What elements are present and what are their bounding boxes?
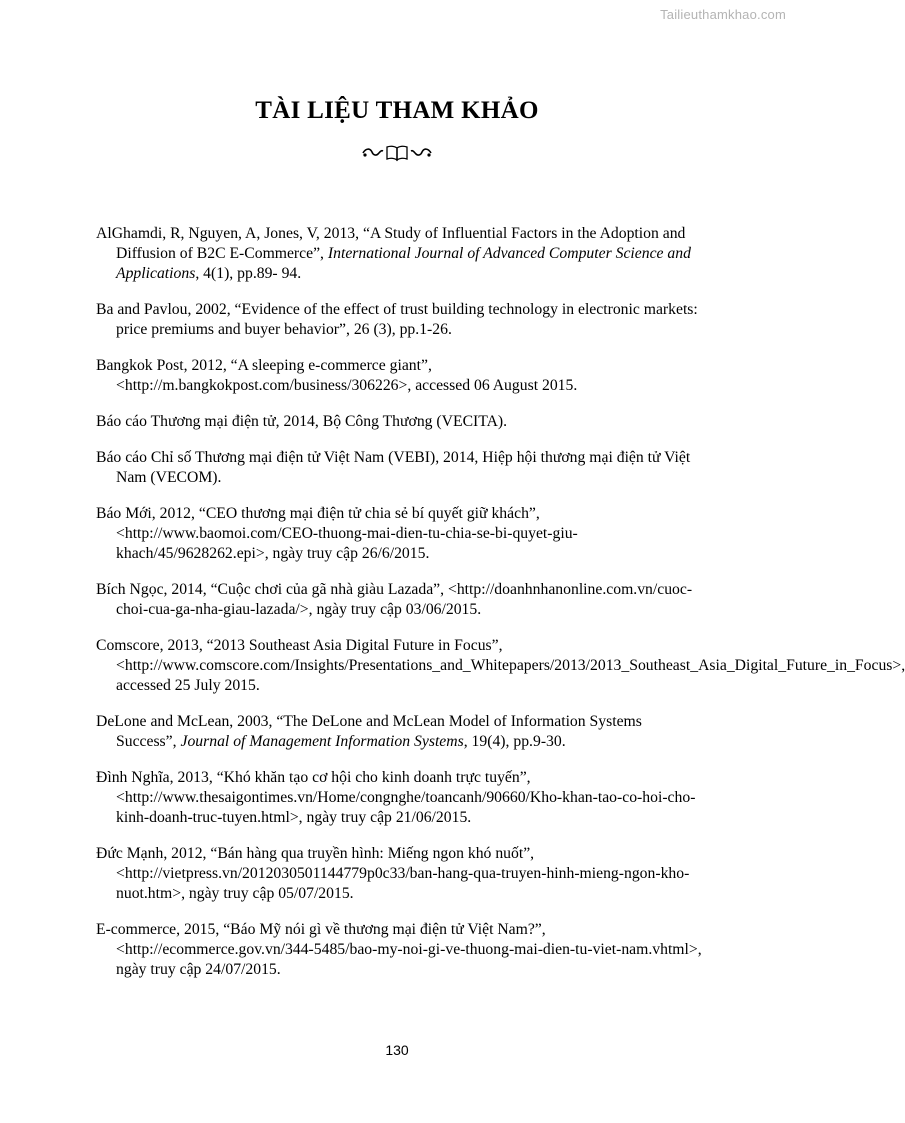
reference-item — [96, 412, 702, 432]
swash-left-icon — [362, 146, 384, 160]
reference-text: Đức Mạnh, 2012, “Bán hàng qua truyền hình: Miếng ngon khó nuốt”, <http://vietpress.vn/2012030501144779p0c33/ban-hang-qua-truyen-hinh-mieng-ngon-kho-nuot.htm>, ngày truy cập 05/07/2015. — [96, 845, 690, 902]
reference-item — [96, 768, 702, 828]
page-number: 130 — [385, 1042, 409, 1058]
reference-tail: , 19(4), pp.9-30. — [463, 733, 566, 750]
reference-text: AlGhamdi, R, Nguyen, A, Jones, V, 2013, “A Study of Influential Factors in the Adoption and Diffusion of B2C E-Commerce”, — [96, 225, 686, 262]
reference-item — [96, 504, 702, 564]
watermark: Tailieuthamkhao.com — [660, 7, 786, 22]
reference-item — [96, 356, 702, 396]
reference-text: E-commerce, 2015, “Báo Mỹ nói gì về thương mại điện tử Việt Nam?”, <http://ecommerce.gov.vn/344-5485/bao-my-noi-gi-ve-thuong-mai-dien-tu-viet-nam.vhtml>, ngày truy cập 24/07/2015. — [96, 921, 702, 978]
reference-text: Báo Mới, 2012, “CEO thương mại điện tử chia sẻ bí quyết giữ khách”, <http://www.baomoi.com/CEO-thuong-mai-dien-tu-chia-se-bi-quyet-giu-khach/45/9628262.epi>, ngày truy cập 26/6/2015. — [96, 505, 578, 562]
reference-item — [96, 920, 702, 980]
reference-item — [96, 224, 702, 284]
reference-item — [96, 580, 702, 620]
open-book-icon — [385, 145, 409, 161]
reference-tail: , 4(1), pp.89- 94. — [195, 265, 302, 282]
reference-text: Bích Ngọc, 2014, “Cuộc chơi của gã nhà giàu Lazada”, <http://doanhnhanonline.com.vn/cuoc-choi-cua-ga-nha-giau-lazada/>, ngày truy cập 03/06/2015. — [96, 581, 693, 618]
reference-item — [96, 636, 905, 696]
reference-item — [96, 300, 702, 340]
reference-item — [96, 712, 702, 752]
reference-text: Bangkok Post, 2012, “A sleeping e-commerce giant”, <http://m.bangkokpost.com/business/306226>, accessed 06 August 2015. — [96, 357, 578, 394]
journal-title: Journal of Management Information Systems — [180, 733, 464, 750]
reference-text: Báo cáo Thương mại điện tử, 2014, Bộ Công Thương (VECITA). — [96, 413, 508, 430]
reference-text: Comscore, 2013, “2013 Southeast Asia Digital Future in Focus”, <http://www.comscore.com/Insights/Presentations_and_Whitepapers/2013/2013_Southeast_Asia_Digital_Future_in_Focus>, accessed 25 July 2015. — [96, 637, 905, 694]
reference-text: Đình Nghĩa, 2013, “Khó khăn tạo cơ hội cho kinh doanh trực tuyến”, <http://www.thesaigontimes.vn/Home/congnghe/toancanh/90660/Kho-khan-tao-co-hoi-cho-kinh-doanh-truc-tuyen.html>, ngày truy cập 21/06/2015. — [96, 769, 696, 826]
reference-item — [96, 448, 702, 488]
reference-item — [96, 844, 702, 904]
reference-text: Ba and Pavlou, 2002, “Evidence of the effect of trust building technology in electronic markets: price premiums and buyer behavior”, 26 (3), pp.1-26. — [96, 301, 698, 338]
page-title: TÀI LIỆU THAM KHẢO — [255, 97, 539, 124]
reference-text: DeLone and McLean, 2003, “The DeLone and McLean Model of Information Systems Success”, — [96, 713, 642, 750]
reference-text: Báo cáo Chỉ số Thương mại điện tử Việt Nam (VEBI), 2014, Hiệp hội thương mại điện tử Việt Nam (VECOM). — [96, 449, 691, 486]
title-ornament — [0, 145, 794, 161]
journal-title: International Journal of Advanced Computer Science and Applications — [116, 245, 691, 282]
reference-list — [96, 224, 905, 996]
swash-right-icon — [410, 146, 432, 160]
